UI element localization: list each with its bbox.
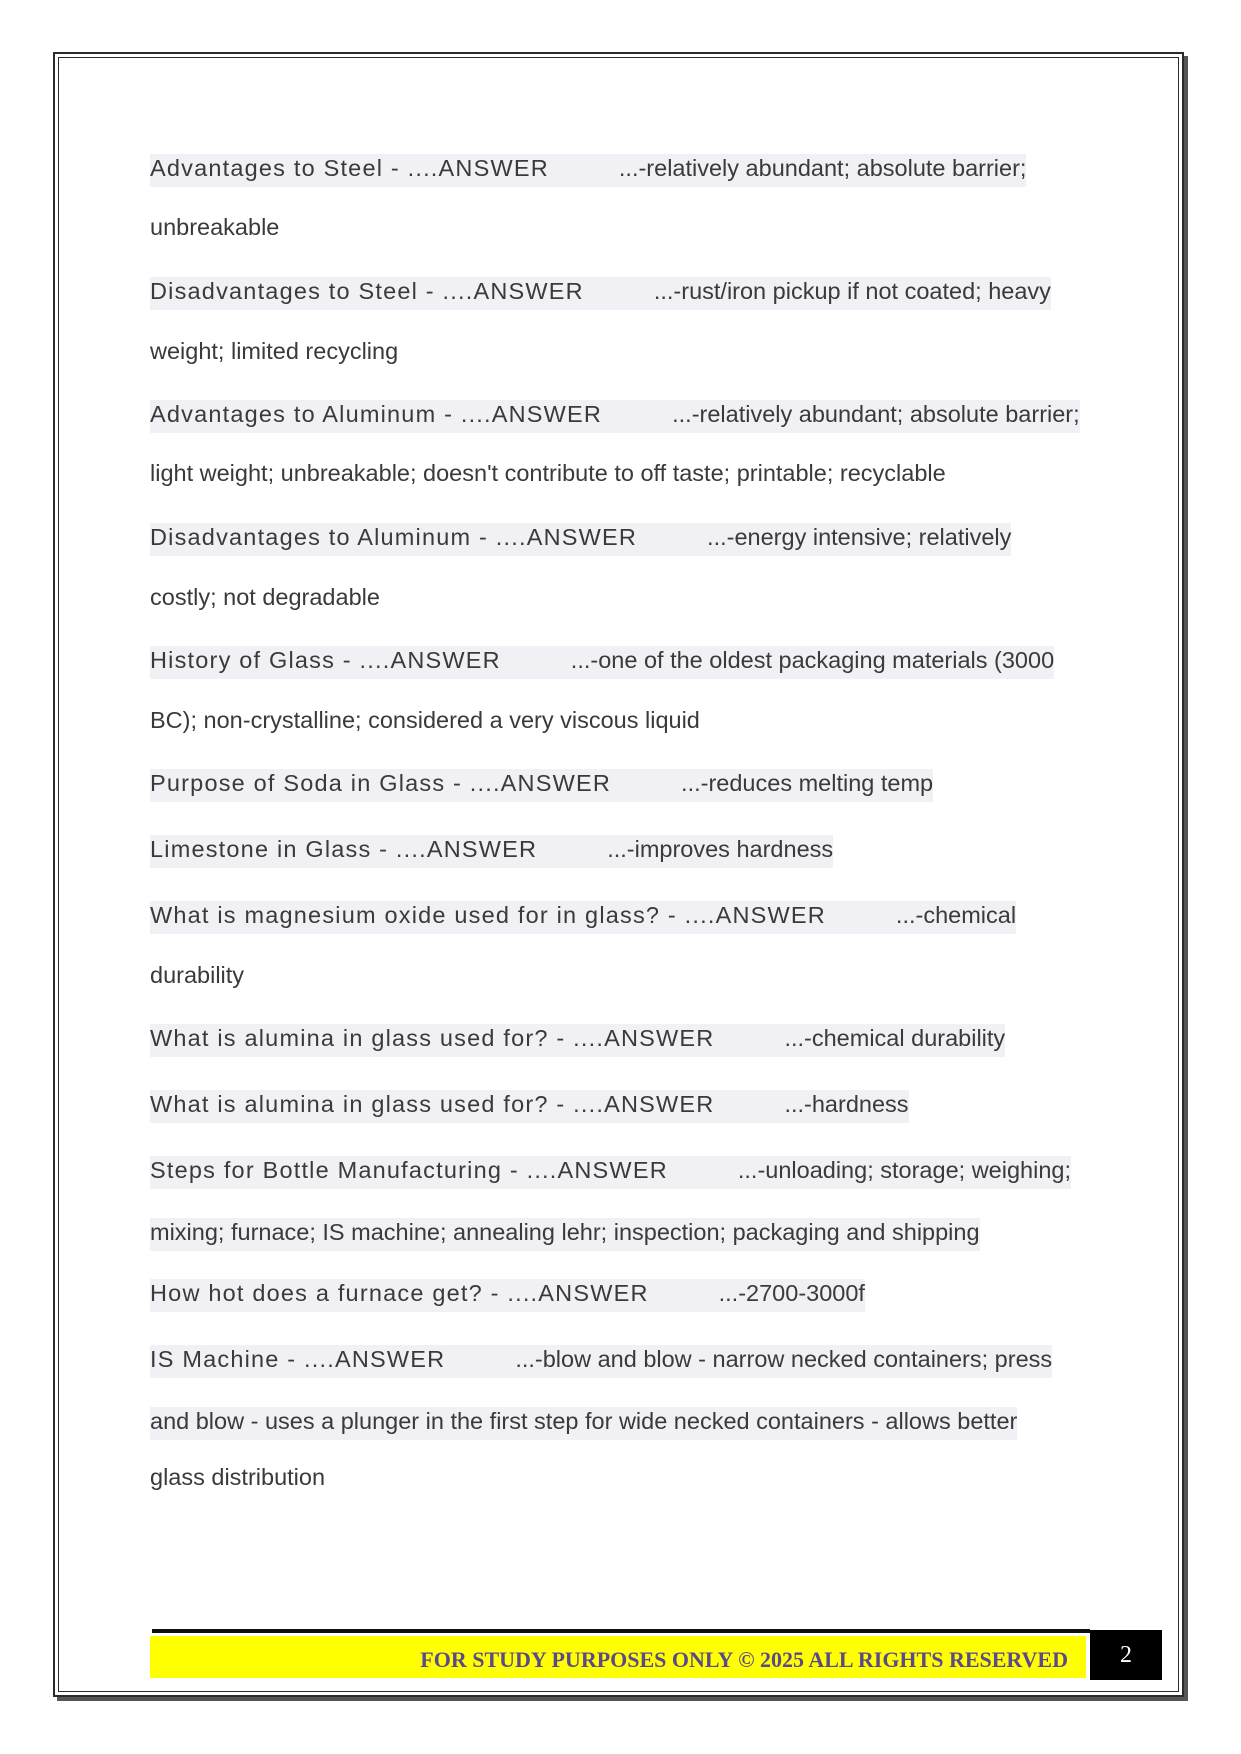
qa-entry bbox=[150, 1090, 1110, 1123]
qa-entry bbox=[150, 154, 1110, 187]
question-text: What is alumina in glass used for? - ....ANSWER bbox=[150, 1091, 715, 1117]
qa-entry bbox=[150, 277, 1110, 310]
answer-text: ...-energy intensive; relatively bbox=[707, 524, 1012, 550]
question-text: How hot does a furnace get? - ....ANSWER bbox=[150, 1280, 649, 1306]
answer-text: ...-unloading; storage; weighing; bbox=[737, 1157, 1071, 1183]
answer-continuation: glass distribution bbox=[150, 1464, 326, 1490]
answer-text: ...-chemical bbox=[895, 902, 1017, 928]
question-text: Disadvantages to Steel - ....ANSWER bbox=[150, 278, 584, 304]
answer-text: ...-improves hardness bbox=[607, 836, 834, 862]
answer-text: ...-rust/iron pickup if not coated; heavy bbox=[653, 278, 1051, 304]
answer-text: ...-reduces melting temp bbox=[681, 770, 934, 796]
question-text: What is alumina in glass used for? - ....ANSWER bbox=[150, 1025, 715, 1051]
answer-continuation: durability bbox=[150, 962, 245, 988]
question-text: Steps for Bottle Manufacturing - ....ANSWER bbox=[150, 1157, 668, 1183]
answer-text: ...-relatively abundant; absolute barrier; bbox=[672, 401, 1080, 427]
answer-text: ...-chemical durability bbox=[784, 1025, 1006, 1051]
qa-entry bbox=[150, 523, 1110, 556]
qa-entry bbox=[150, 1279, 1110, 1312]
question-text: Purpose of Soda in Glass - ....ANSWER bbox=[150, 770, 612, 796]
question-text: What is magnesium oxide used for in glass? - ....ANSWER bbox=[150, 902, 826, 928]
answer-text: ...-blow and blow - narrow necked containers; press bbox=[515, 1346, 1053, 1372]
qa-entry bbox=[150, 835, 1110, 868]
qa-entry bbox=[150, 901, 1110, 934]
question-text: Advantages to Steel - ....ANSWER bbox=[150, 155, 549, 181]
qa-entry bbox=[150, 400, 1110, 433]
question-text: IS Machine - ....ANSWER bbox=[150, 1346, 446, 1372]
answer-text: ...-one of the oldest packaging materials (3000 bbox=[570, 647, 1055, 673]
answer-continuation: costly; not degradable bbox=[150, 584, 380, 610]
answer-continuation: unbreakable bbox=[150, 214, 280, 240]
answer-text: ...-relatively abundant; absolute barrier; bbox=[618, 155, 1027, 181]
question-text: Disadvantages to Aluminum - ....ANSWER bbox=[150, 524, 638, 550]
qa-entry bbox=[150, 769, 1110, 802]
footer-copyright: FOR STUDY PURPOSES ONLY © 2025 ALL RIGHTS RESERVED bbox=[420, 1647, 1068, 1672]
page-number: 2 bbox=[1090, 1630, 1162, 1680]
question-text: Limestone in Glass - ....ANSWER bbox=[150, 836, 538, 862]
qa-entry bbox=[150, 646, 1110, 679]
question-text: Advantages to Aluminum - ....ANSWER bbox=[150, 401, 603, 427]
answer-continuation: BC); non-crystalline; considered a very viscous liquid bbox=[150, 707, 700, 733]
answer-continuation: weight; limited recycling bbox=[150, 338, 399, 364]
answer-continuation: and blow - uses a plunger in the first step for wide necked containers - allows better bbox=[150, 1407, 1017, 1440]
question-text: History of Glass - ....ANSWER bbox=[150, 647, 501, 673]
qa-entry bbox=[150, 1156, 1110, 1189]
footer-rule bbox=[152, 1629, 1090, 1633]
footer-banner bbox=[150, 1636, 1086, 1678]
qa-entry bbox=[150, 1345, 1110, 1378]
answer-continuation: light weight; unbreakable; doesn't contribute to off taste; printable; recyclable bbox=[150, 460, 946, 486]
qa-entry bbox=[150, 1024, 1110, 1057]
answer-text: ...-2700-3000f bbox=[718, 1280, 865, 1306]
answer-continuation: mixing; furnace; IS machine; annealing lehr; inspection; packaging and shipping bbox=[150, 1218, 980, 1251]
answer-text: ...-hardness bbox=[784, 1091, 909, 1117]
